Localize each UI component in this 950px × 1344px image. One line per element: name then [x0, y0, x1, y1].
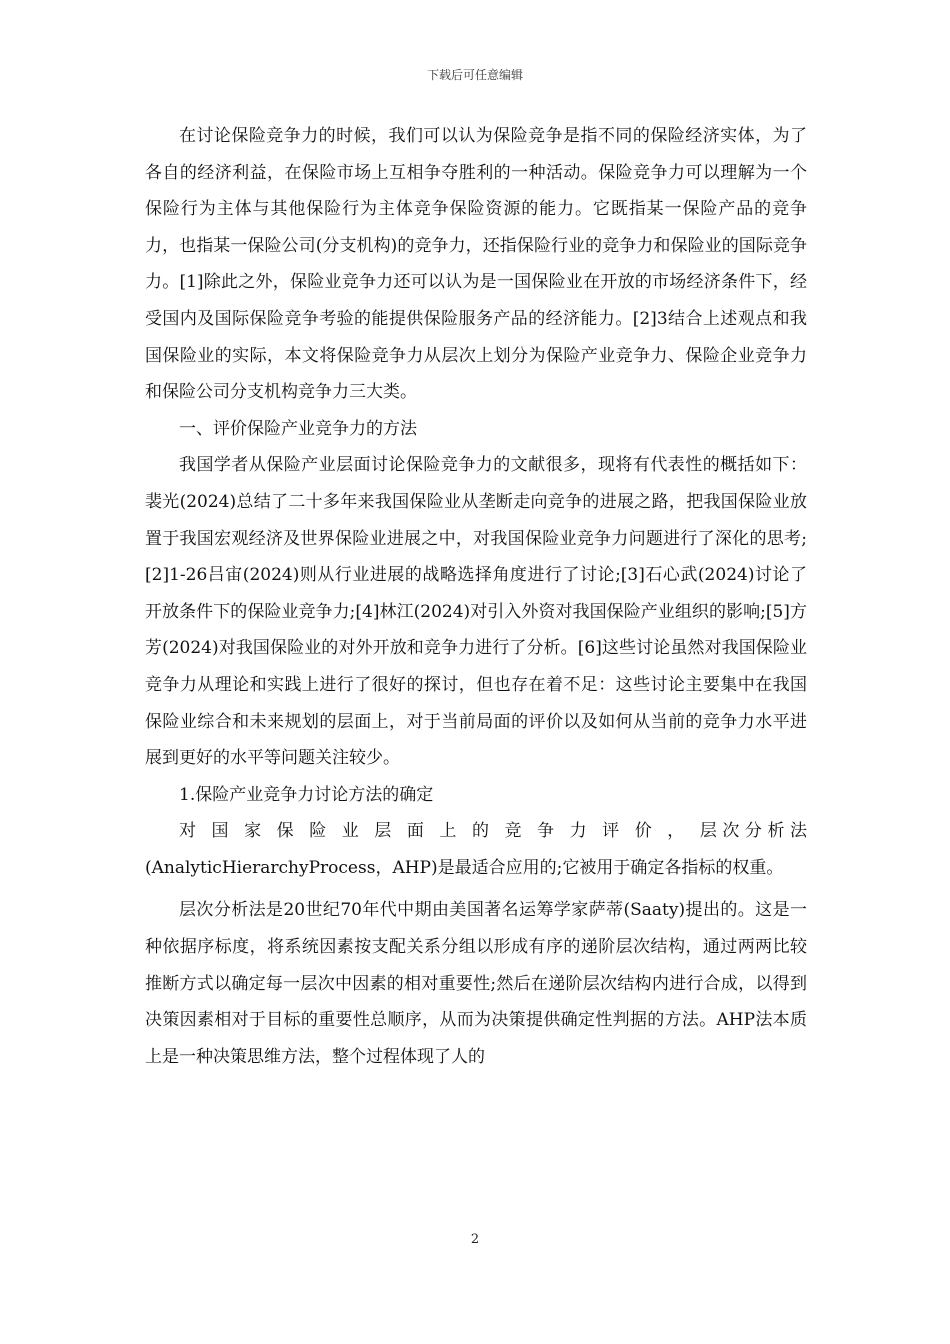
paragraph-definition: 在讨论保险竞争力的时候，我们可以认为保险竞争是指不同的保险经济实体，为了各自的经济利益，在保险市场上互相争夺胜利的一种活动。保险竞争力可以理解为一个保险行为主体与其他保险行为主体竞争保险资源的能力。它既指某一保险产品的竞争力，也指某一保险公司(分支机构)的竞争力，还指保险行业的竞争力和保险业的国际竞争力。[1]除此之外，保险业竞争力还可以认为是一国保险业在开放的市场经济条件下，经受国内及国际保险竞争考验的能提供保险服务产品的经济能力。[2]3结合上述观点和我国保险业的实际，本文将保险竞争力从层次上划分为保险产业竞争力、保险企业竞争力和保险公司分支机构竞争力三大类。: [145, 126, 807, 403]
paragraph-ahp-intro: [145, 813, 807, 886]
subsection-heading-1: 1.保险产业竞争力讨论方法的确定: [179, 784, 434, 805]
paragraph-ahp-intro-rest: 层次分析法(AnalyticHierarchyProcess，AHP)是最适合应用的;它被用于确定各指标的权重。: [145, 821, 808, 878]
page-number: 2: [470, 1232, 480, 1247]
page-header-note: 下载后可任意编辑: [426, 68, 523, 82]
paragraph-literature: 我国学者从保险产业层面讨论保险竞争力的文献很多，现将有代表性的概括如下：裴光(2024)总结了二十多年来我国保险业从垄断走向竞争的进展之路，把我国保险业放置于我国宏观经济及世界保险业进展之中，对我国保险业竞争力问题进行了深化的思考;[2]1-26吕宙(2024)则从行业进展的战略选择角度进行了讨论;[3]石心武(2024)讨论了开放条件下的保险业竞争力;[4]林江(2024)对引入外资对我国保险产业组织的影响;[5]方芳(2024)对我国保险业的对外开放和竞争力进行了分析。[6]这些讨论虽然对我国保险业竞争力从理论和实践上进行了很好的探讨，但也存在着不足：这些讨论主要集中在我国保险业综合和未来规划的层面上，对于当前局面的评价以及如何从当前的竞争力水平进展到更好的水平等问题关注较少。: [145, 455, 807, 769]
document-body: [145, 118, 807, 1075]
paragraph-ahp-definition: 层次分析法是20世纪70年代中期由美国著名运筹学家萨蒂(Saaty)提出的。这是一种依据序标度，将系统因素按支配关系分组以形成有序的递阶层次结构，通过两两比较推断方式以确定每一层次中因素的相对重要性;然后在递阶层次结构内进行合成，以得到决策因素相对于目标的重要性总顺序，从而为决策提供确定性判据的方法。AHP法本质上是一种决策思维方法，整个过程体现了人的: [145, 900, 807, 1067]
section-heading-1: 一、评价保险产业竞争力的方法: [179, 418, 417, 439]
paragraph-ahp-intro-lead: 对国家保险业层面上的竞争力评价，: [179, 821, 700, 842]
